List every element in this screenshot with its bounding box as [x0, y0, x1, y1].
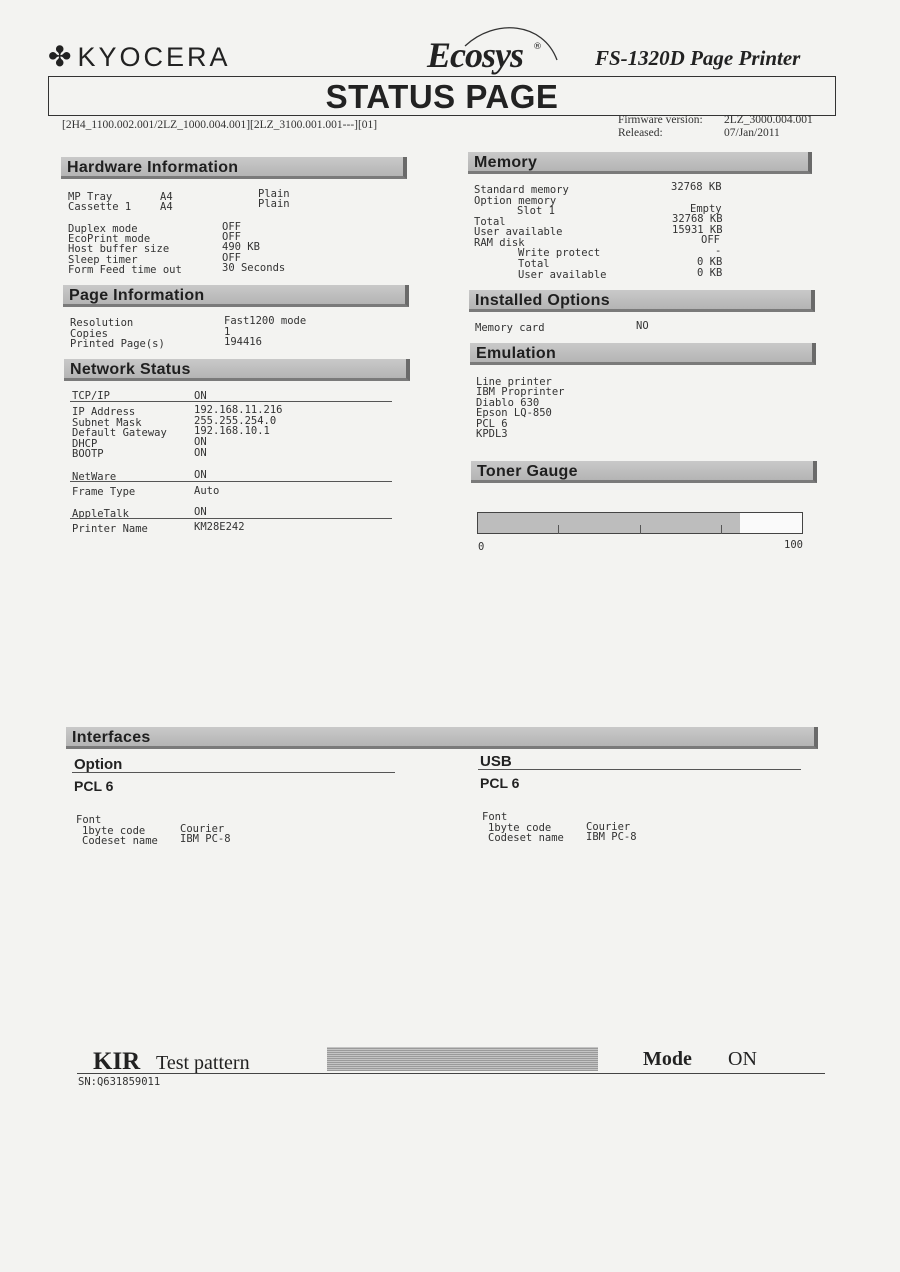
test-pattern-label: Test pattern [156, 1052, 250, 1074]
subnet-mask-value: 255.255.254.0 [194, 415, 277, 427]
toner-gauge-max-label: 100 [784, 539, 803, 551]
printer-name-label: Printer Name [72, 523, 148, 535]
emulation-item: IBM Proprinter [476, 386, 565, 398]
toner-gauge-min-label: 0 [478, 541, 485, 553]
memory-total-label: Total [474, 216, 506, 228]
setting-value: OFF [222, 221, 241, 233]
released-value: 07/Jan/2011 [724, 127, 780, 139]
user-available-label: User available [474, 226, 563, 238]
setting-value: 490 KB [222, 241, 260, 253]
toner-gauge-bar [477, 512, 803, 534]
setting-label: Form Feed time out [68, 264, 182, 276]
tcpip-divider [70, 401, 392, 402]
tray-cassette-media: Plain [258, 198, 290, 210]
emulation-item: Epson LQ-850 [476, 407, 552, 419]
kir-label: KIR [93, 1048, 141, 1075]
memory-card-label: Memory card [475, 322, 545, 334]
network-label: Subnet Mask [72, 417, 142, 429]
section-memory: Memory [468, 152, 812, 174]
emulation-item: Line printer [476, 376, 552, 388]
mode-value: ON [728, 1048, 757, 1070]
setting-label: Host buffer size [68, 243, 170, 255]
interface-usb-emulation: PCL 6 [480, 775, 520, 791]
emulation-item: Diablo 630 [476, 397, 540, 409]
toner-gauge-tick [558, 525, 559, 534]
page-info-value: Fast1200 mode [224, 315, 307, 327]
tray-mp-name: MP Tray [68, 191, 113, 203]
bootp-value: ON [194, 447, 207, 459]
ram-disk-value: OFF [701, 234, 720, 246]
memory-card-value: NO [636, 320, 649, 332]
interface-option-byte-code-value: Courier [180, 823, 225, 835]
appletalk-label: AppleTalk [72, 508, 129, 520]
page-info-value: 194416 [224, 336, 262, 348]
section-network-status: Network Status [64, 359, 410, 381]
gateway-value: 192.168.10.1 [194, 425, 270, 437]
registered-mark: ® [533, 42, 542, 52]
section-installed-options: Installed Options [469, 290, 815, 312]
interface-usb-codeset-value: IBM PC-8 [586, 831, 637, 843]
ecosys-logo [425, 24, 565, 74]
build-string: [2H4_1100.002.001/2LZ_1000.004.001][2LZ_3100.001.001---][01] [62, 119, 378, 131]
interface-option-emulation: PCL 6 [74, 778, 114, 794]
option-memory-label: Option memory [474, 195, 557, 207]
network-label: DHCP [72, 438, 98, 450]
netware-label: NetWare [72, 471, 117, 483]
setting-label: EcoPrint mode [68, 233, 151, 245]
interface-usb-divider [478, 769, 801, 770]
ram-disk-total-value: 0 KB [697, 256, 723, 268]
setting-value: OFF [222, 252, 241, 264]
section-interfaces: Interfaces [66, 727, 818, 749]
test-pattern-block [327, 1047, 598, 1071]
emulation-item: KPDL3 [476, 428, 508, 440]
page-info-label: Resolution [70, 317, 134, 329]
toner-gauge-tick [721, 525, 722, 534]
interface-usb-codeset-label: Codeset name [488, 832, 564, 844]
toner-gauge-tick [640, 525, 641, 534]
serial-number: SN:Q631859011 [78, 1076, 161, 1088]
emulation-item: PCL 6 [476, 418, 508, 430]
interface-usb-byte-code-label: 1byte code [488, 822, 552, 834]
tray-cassette-size: A4 [160, 201, 173, 213]
interface-option-codeset-value: IBM PC-8 [180, 833, 231, 845]
netware-divider [70, 481, 392, 482]
printer-name-value: KM28E242 [194, 521, 245, 533]
interface-option-title: Option [74, 756, 123, 773]
tcpip-value: ON [194, 390, 207, 402]
ram-disk-user-available-label: User available [518, 269, 607, 281]
appletalk-divider [70, 518, 392, 519]
kyocera-mark-icon: ✤ [48, 40, 72, 73]
setting-label: Sleep timer [68, 254, 138, 266]
interface-usb-font-label: Font [482, 811, 508, 823]
page-info-value: 1 [224, 326, 231, 338]
released-label: Released: [618, 127, 663, 139]
dhcp-value: ON [194, 436, 207, 448]
firmware-label: Firmware version: [618, 114, 703, 126]
ram-disk-total-label: Total [518, 258, 550, 270]
interface-usb-byte-code-value: Courier [586, 821, 631, 833]
interface-option-divider [72, 772, 395, 773]
section-toner-gauge: Toner Gauge [471, 461, 817, 483]
interface-option-font-label: Font [76, 814, 102, 826]
ecosys-wordmark: Ecosys [427, 35, 523, 75]
network-label: IP Address [72, 406, 136, 418]
footer-divider [77, 1073, 825, 1074]
slot-value: Empty [690, 203, 722, 215]
mode-label: Mode [643, 1048, 692, 1070]
netware-value: ON [194, 469, 207, 481]
network-label: Default Gateway [72, 427, 167, 439]
frame-type-value: Auto [194, 485, 220, 497]
kyocera-logo [48, 40, 231, 74]
model-name: FS-1320D Page Printer [595, 46, 801, 70]
network-label: BOOTP [72, 448, 104, 460]
standard-memory-label: Standard memory [474, 184, 569, 196]
setting-value: OFF [222, 231, 241, 243]
user-available-value: 15931 KB [672, 224, 723, 236]
slot-label: Slot 1 [517, 205, 555, 217]
ram-disk-label: RAM disk [474, 237, 525, 249]
ip-address-value: 192.168.11.216 [194, 404, 283, 416]
memory-total-value: 32768 KB [672, 213, 723, 225]
tcpip-label: TCP/IP [72, 390, 110, 402]
tray-mp-size: A4 [160, 191, 173, 203]
appletalk-value: ON [194, 506, 207, 518]
standard-memory-value: 32768 KB [671, 181, 722, 193]
page-info-label: Copies [70, 328, 108, 340]
setting-value: 30 Seconds [222, 262, 286, 274]
section-emulation: Emulation [470, 343, 816, 365]
ram-disk-user-available-value: 0 KB [697, 267, 723, 279]
write-protect-label: Write protect [518, 247, 601, 259]
interface-option-byte-code-label: 1byte code [82, 825, 146, 837]
page-info-label: Printed Page(s) [70, 338, 165, 350]
interface-usb-title: USB [480, 753, 512, 770]
page-title: STATUS PAGE [325, 78, 559, 115]
tray-mp-media: Plain [258, 188, 290, 200]
tray-cassette-name: Cassette 1 [68, 201, 132, 213]
frame-type-label: Frame Type [72, 486, 136, 498]
setting-label: Duplex mode [68, 223, 138, 235]
section-page-information: Page Information [63, 285, 409, 307]
interface-option-codeset-label: Codeset name [82, 835, 158, 847]
brand-name: KYOCERA [77, 41, 231, 72]
section-hardware-information: Hardware Information [61, 157, 407, 179]
toner-gauge-fill [478, 513, 740, 533]
firmware-value: 2LZ_3000.004.001 [724, 114, 813, 126]
write-protect-value: - [715, 245, 722, 257]
